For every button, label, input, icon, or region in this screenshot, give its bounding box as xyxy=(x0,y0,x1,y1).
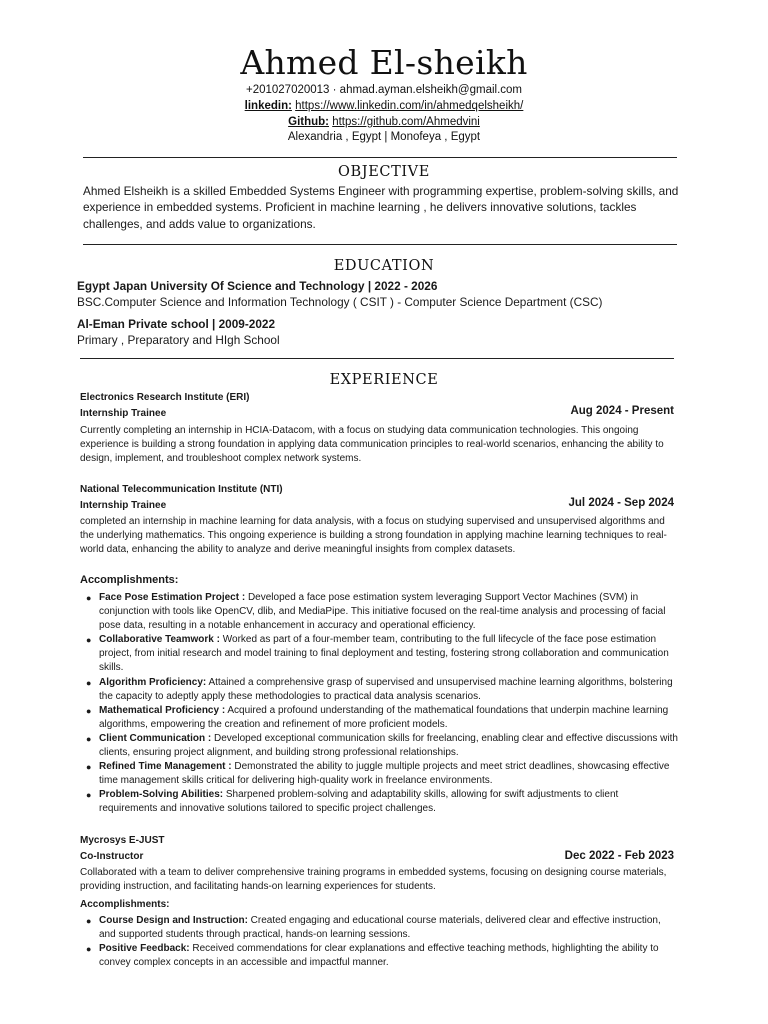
job-description: completed an internship in machine learning for data analysis, with a focus on studying supervised and unsupervised algorithms and the underlying mathematics. This ongoing experience is building a strong foundation in applying machine learning techniques to real-world data, enhancing the ability to analyze and derive meaningful insights from complex datasets. xyxy=(80,516,667,556)
accomplishments-title: Accomplishments: xyxy=(80,899,170,910)
github-link[interactable]: https://github.com/Ahmedvini xyxy=(332,116,480,128)
education-detail: BSC.Computer Science and Information Technology ( CSIT ) - Computer Science Department (CSC) xyxy=(77,295,603,309)
bullet-label: Course Design and Instruction: xyxy=(99,915,248,926)
job-role: Internship Trainee xyxy=(80,500,167,511)
bullet-label: Refined Time Management : xyxy=(99,761,232,773)
list-item xyxy=(80,914,678,942)
bullet-text: Sharpened problem-solving and adaptability skills, allowing for swift adjustments to client requirements and innovative solutions tailored to specific project challenges. xyxy=(99,789,619,815)
bullet-icon: ● xyxy=(86,677,92,688)
list-item xyxy=(80,942,678,970)
bullet-text: Worked as part of a four-member team, contributing to the full lifecycle of the face pose estimation project, from initial research and model training to final deployment and testing, fostering strong collaboration and communication skills. xyxy=(99,634,669,674)
job-organization: National Telecommunication Institute (NTI) xyxy=(80,484,283,495)
accomplishments-list xyxy=(80,914,678,970)
contact-line: +201027020013 · ahmad.ayman.elsheikh@gmail.com xyxy=(245,84,523,96)
accomplishments-list xyxy=(80,591,678,817)
bullet-icon: ● xyxy=(86,762,92,773)
job-date: Dec 2022 - Feb 2023 xyxy=(564,850,674,862)
list-item xyxy=(80,704,678,732)
divider xyxy=(83,157,677,158)
bullet-label: Collaborative Teamwork : xyxy=(99,634,220,646)
job-description: Currently completing an internship in HCIA-Datacom, with a focus on studying data communication technologies. This ongoing experience is building a strong foundation in applying data communication principles to real-world scenarios, enhancing the ability to design, implement, and troubleshoot complex network systems. xyxy=(80,425,664,465)
job-organization: Electronics Research Institute (ERI) xyxy=(80,392,250,403)
divider xyxy=(80,358,674,359)
objective-title: OBJECTIVE xyxy=(338,164,430,180)
bullet-label: Positive Feedback: xyxy=(99,943,190,955)
job-role: Co-Instructor xyxy=(80,851,144,862)
bullet-label: Client Communication : xyxy=(99,732,212,744)
bullet-label: Problem-Solving Abilities: xyxy=(99,789,224,801)
bullet-text: Received commendations for clear explanations and effective teaching methods, highlighting the ability to convey complex concepts in an accessible and impactful manner. xyxy=(99,943,659,969)
bullet-label: Algorithm Proficiency: xyxy=(99,676,207,688)
bullet-text: Developed exceptional communication skills for freelancing, enabling clear and effective discussions with clients, ensuring project alignment, and building strong professional relationships. xyxy=(99,732,678,759)
bullet-icon: ● xyxy=(86,944,92,955)
bullet-text: Attained a comprehensive grasp of supervised and unsupervised machine learning algorithms, bolstering the capacity to adeptly apply these methodologies to practical data analysis scenarios. xyxy=(99,676,673,702)
education-heading: Egypt Japan University Of Science and Technology | 2022 - 2026 xyxy=(77,279,438,293)
list-item xyxy=(80,788,678,816)
education-detail: Primary , Preparatory and HIgh School xyxy=(77,333,280,347)
experience-title: EXPERIENCE xyxy=(329,372,439,388)
job-date: Jul 2024 - Sep 2024 xyxy=(568,497,674,509)
list-item xyxy=(80,760,678,788)
job-organization: Mycrosys E-JUST xyxy=(80,835,165,846)
list-item xyxy=(80,633,678,675)
education-title: EDUCATION xyxy=(333,258,435,274)
list-item xyxy=(80,732,678,760)
bullet-icon: ● xyxy=(86,733,92,744)
bullet-icon: ● xyxy=(86,916,92,926)
bullet-text: Created engaging and educational course materials, delivered clear and effective instruction, and supported students through practical, hands-on learning sessions. xyxy=(99,915,661,941)
divider xyxy=(83,244,677,245)
bullet-icon: ● xyxy=(86,790,92,801)
linkedin-link[interactable]: https://www.linkedin.com/in/ahmedqelsheikh/ xyxy=(295,100,524,112)
accomplishments-title: Accomplishments: xyxy=(80,574,179,586)
bullet-text: Acquired a profound understanding of the mathematical foundations that underpin machine learning algorithms, empowering the creation and refinement of more proficient models. xyxy=(99,704,669,730)
job-role: Internship Trainee xyxy=(80,408,167,419)
location-line: Alexandria , Egypt | Monofeya , Egypt xyxy=(287,131,481,143)
bullet-text: Demonstrated the ability to juggle multiple projects and meet strict deadlines, showcasing effective time management skills critical for delivering high-quality work in freelance environments. xyxy=(99,761,670,787)
education-heading: Al-Eman Private school | 2009-2022 xyxy=(77,317,276,331)
bullet-label: Mathematical Proficiency : xyxy=(99,704,226,716)
job-date: Aug 2024 - Present xyxy=(570,405,674,417)
bullet-icon: ● xyxy=(86,705,92,716)
linkedin-label: linkedin: xyxy=(244,100,292,112)
list-item xyxy=(80,591,678,633)
list-item xyxy=(80,676,678,704)
candidate-name: Ahmed El-sheikh xyxy=(240,43,528,82)
job-description: Collaborated with a team to deliver comprehensive training programs in embedded systems, focusing on designing course materials, providing instruction, and facilitating hands-on learning experiences for students. xyxy=(80,867,667,893)
objective-text: Ahmed Elsheikh is a skilled Embedded Systems Engineer with programming expertise, problem-solving skills, and experience in embedded systems. Proficient in machine learning , he delivers innovative solutions, tackles challenges, and adds value to organizations. xyxy=(83,184,679,231)
bullet-icon: ● xyxy=(86,593,92,603)
bullet-icon: ● xyxy=(86,635,92,646)
linkedin-line xyxy=(0,98,768,114)
bullet-text: Developed a face pose estimation system leveraging Support Vector Machines (SVM) in conjunction with tools like OpenCV, dlib, and MediaPipe. This initiative focused on the real-time analysis and processing of facial pose data, resulting in a notable enhancement in accuracy and operational efficiency. xyxy=(99,592,666,632)
github-line xyxy=(0,114,768,130)
github-label: Github: xyxy=(288,116,329,128)
bullet-label: Face Pose Estimation Project : xyxy=(99,592,246,603)
